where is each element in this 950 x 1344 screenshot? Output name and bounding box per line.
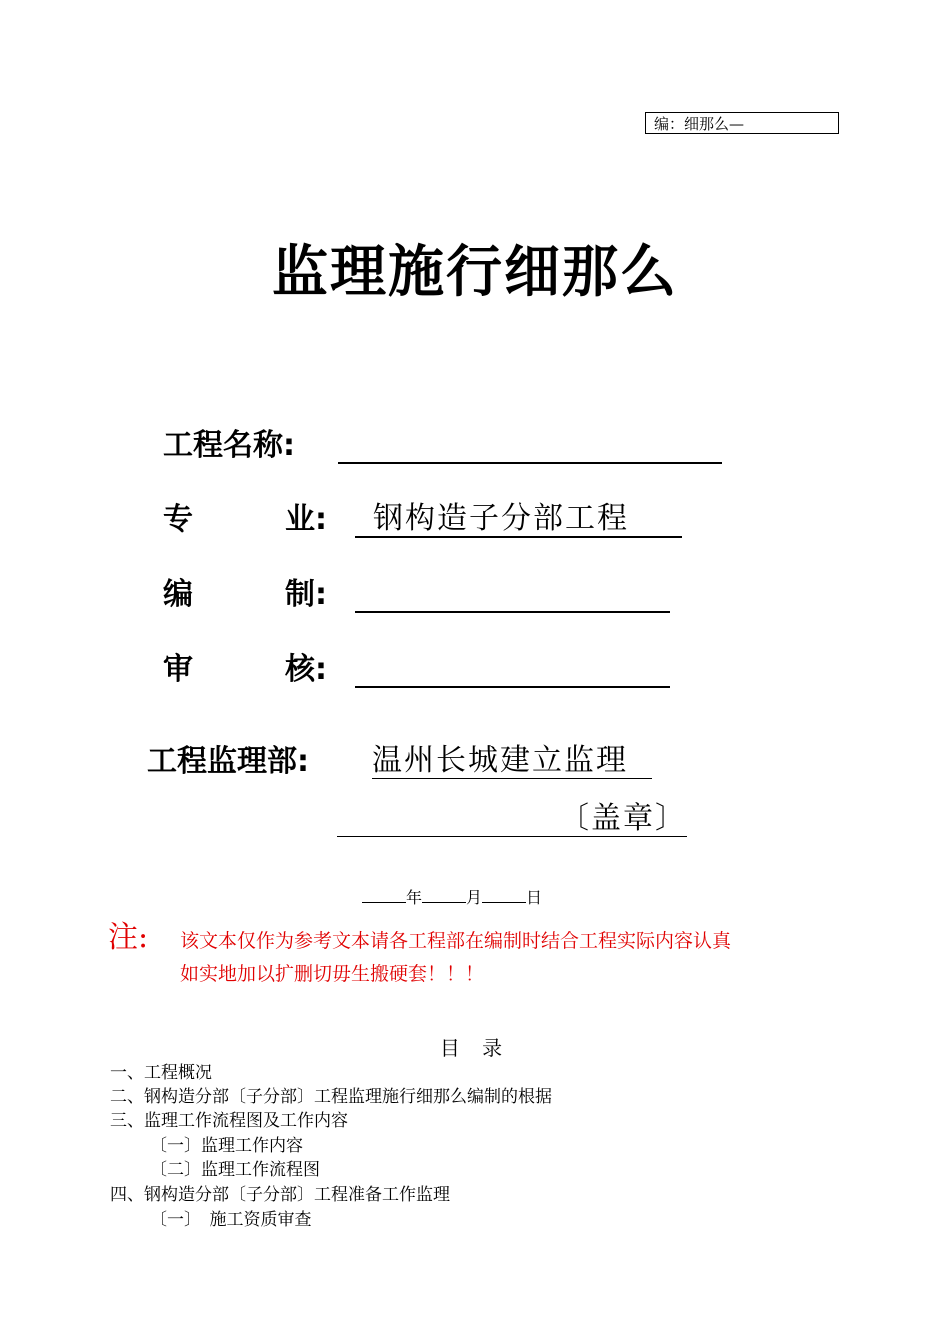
toc-item: 二、钢构造分部〔子分部〕工程监理施行细那么编制的根据 <box>110 1087 552 1107</box>
document-title: 监理施行细那么 <box>272 240 678 305</box>
note-mark: 注: <box>108 920 149 955</box>
month-blank <box>422 888 466 903</box>
toc-item: 〔一〕监理工作内容 <box>150 1136 303 1156</box>
month-label: 月 <box>466 888 483 907</box>
document-code-box <box>645 112 839 134</box>
reviewer-label-right: 核: <box>285 652 327 687</box>
note-line-2: 如实地加以扩删切毋生搬硬套！！！ <box>180 963 485 985</box>
specialty-field <box>355 498 682 538</box>
specialty-label-left: 专 <box>163 502 193 537</box>
toc-item: 〔二〕监理工作流程图 <box>150 1160 320 1180</box>
specialty-value: 钢构造子分部工程 <box>373 501 629 536</box>
compiler-label-left: 编 <box>163 577 193 612</box>
toc-item: 一、工程概况 <box>110 1063 212 1083</box>
document-code-label: 编：细那么— <box>654 115 745 133</box>
date-row <box>362 888 542 908</box>
toc-item: 三、监理工作流程图及工作内容 <box>110 1111 348 1131</box>
year-label: 年 <box>406 888 423 907</box>
project-name-label: 工程名称: <box>163 428 295 463</box>
reviewer-label-left: 审 <box>163 652 193 687</box>
seal-value: 〔盖章〕 <box>559 801 687 836</box>
project-name-field <box>338 424 722 464</box>
department-field <box>372 740 652 779</box>
compiler-field <box>355 573 670 613</box>
specialty-label-right: 业: <box>285 502 327 537</box>
year-blank <box>362 888 406 903</box>
day-label: 日 <box>526 888 543 907</box>
toc-item: 〔一〕 施工资质审查 <box>150 1210 312 1230</box>
department-value: 温州长城建立监理 <box>372 743 628 778</box>
toc-item: 四、钢构造分部〔子分部〕工程准备工作监理 <box>110 1185 450 1205</box>
day-blank <box>482 888 526 903</box>
note-line-1: 该文本仅作为参考文本请各工程部在编制时结合工程实际内容认真 <box>180 930 732 952</box>
seal-field <box>337 798 687 837</box>
compiler-label-right: 制: <box>285 577 327 612</box>
reviewer-field <box>355 648 670 688</box>
department-label: 工程监理部: <box>147 744 309 779</box>
toc-heading: 目 录 <box>439 1036 511 1060</box>
